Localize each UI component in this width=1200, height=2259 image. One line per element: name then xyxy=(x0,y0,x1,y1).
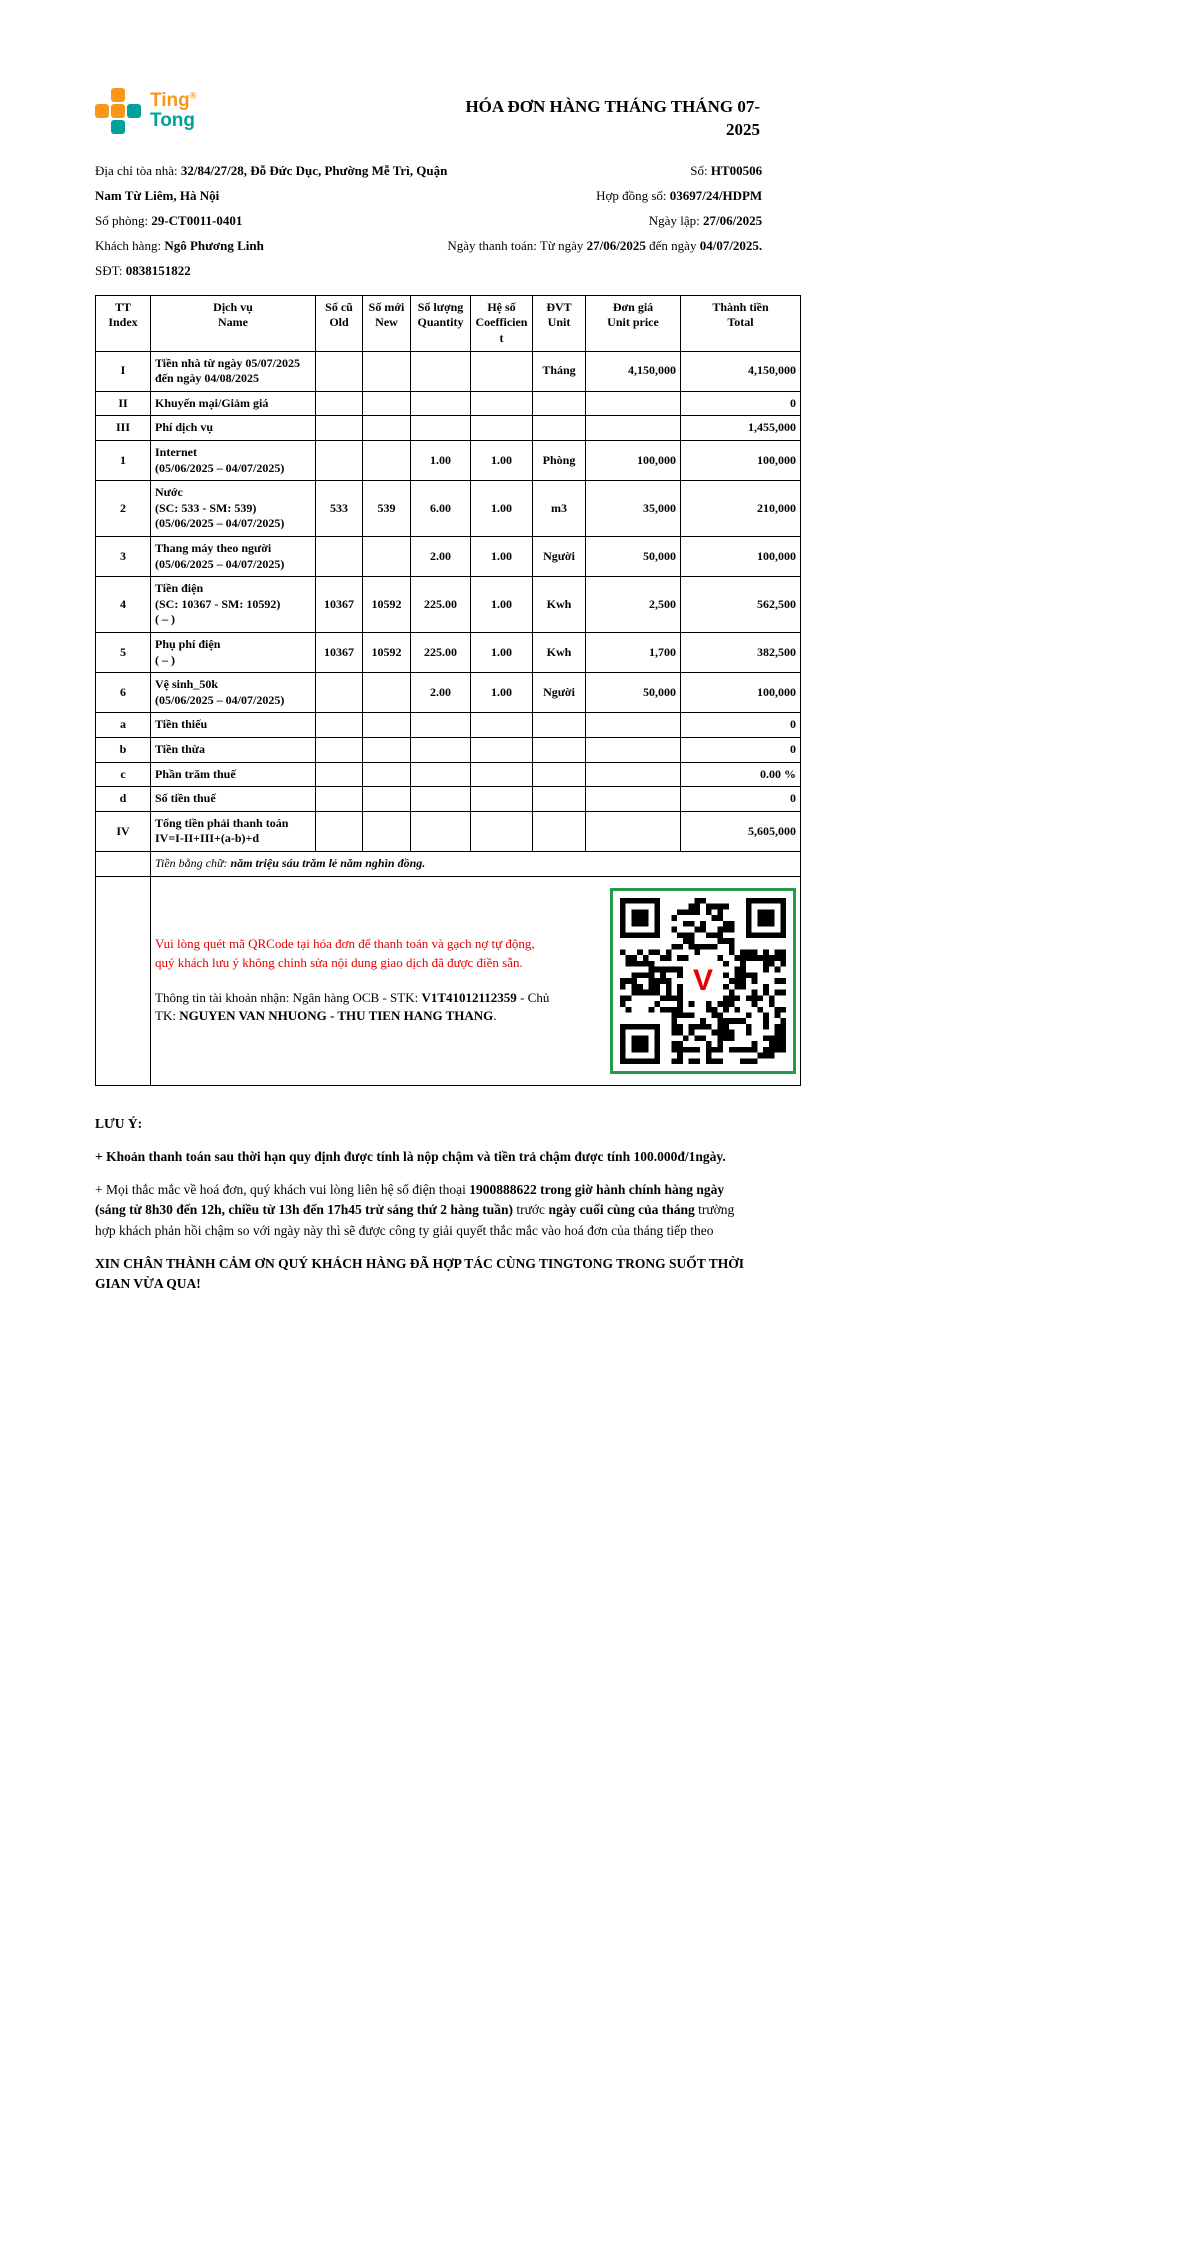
cell-total: 5,605,000 xyxy=(681,811,801,851)
cell-coefficient: 1.00 xyxy=(471,673,533,713)
cell-old xyxy=(316,441,363,481)
service-name-line: (05/06/2025 – 04/07/2025) xyxy=(155,692,285,707)
cell-index: 3 xyxy=(96,537,151,577)
cell-coefficient xyxy=(471,737,533,762)
tingtong-logo-icon xyxy=(95,88,141,134)
invoice-info-left xyxy=(95,158,447,283)
payment-period-mid: đến ngày xyxy=(645,237,700,253)
cell-unit-price: 100,000 xyxy=(586,441,681,481)
cell-unit xyxy=(533,762,586,787)
col-header-total xyxy=(681,295,801,351)
invoice-document xyxy=(95,88,800,1307)
col-header-en: Name xyxy=(218,315,248,330)
cell-new xyxy=(363,391,411,416)
note-thanks: XIN CHÂN THÀNH CẢM ƠN QUÝ KHÁCH HÀNG ĐÃ HỢP TÁC CÙNG TINGTONG TRONG SUỐT THỜI GIAN VỪA QUA! xyxy=(95,1255,744,1291)
col-header-vi: Số mới xyxy=(368,299,405,314)
cell-unit-price xyxy=(586,713,681,738)
cell-index-empty xyxy=(96,876,151,1085)
cell-total: 100,000 xyxy=(681,673,801,713)
table-row xyxy=(96,632,801,672)
col-header-quantity xyxy=(411,295,471,351)
service-name-line: Thang máy theo người xyxy=(155,541,272,555)
table-row xyxy=(96,713,801,738)
customer-label: Khách hàng: xyxy=(95,237,165,253)
registered-mark: ® xyxy=(189,90,197,101)
note-contact-deadline: ngày cuối cùng của tháng xyxy=(548,1202,695,1218)
cell-quantity xyxy=(411,713,471,738)
cell-old xyxy=(316,713,363,738)
cell-quantity: 225.00 xyxy=(411,632,471,672)
service-name-line: (SC: 533 - SM: 539) xyxy=(155,500,257,515)
cell-total: 0 xyxy=(681,787,801,812)
page-title xyxy=(465,96,760,142)
customer-name xyxy=(95,233,447,258)
logo-tile xyxy=(111,120,125,134)
cell-new xyxy=(363,351,411,391)
cell-old xyxy=(316,673,363,713)
col-header-vi: ĐVT xyxy=(546,299,572,314)
cell-new: 10592 xyxy=(363,632,411,672)
cell-unit-price xyxy=(586,787,681,812)
cell-index: 2 xyxy=(96,481,151,537)
cell-name xyxy=(151,416,316,441)
service-name-line: IV=I-II+III+(a-b)+d xyxy=(155,831,260,846)
cell-coefficient xyxy=(471,351,533,391)
cell-old xyxy=(316,787,363,812)
note-late-payment: + Khoản thanh toán sau thời hạn quy định được tính là nộp chậm và tiền trả chậm được tính 100.000đ/1ngày. xyxy=(95,1148,726,1164)
col-header-index xyxy=(96,295,151,351)
tingtong-logo xyxy=(95,88,196,134)
cell-new xyxy=(363,713,411,738)
payment-from-date: 27/06/2025 xyxy=(586,237,646,253)
table-row xyxy=(96,537,801,577)
col-header-vi: Hệ số xyxy=(487,299,516,314)
col-header-en: New xyxy=(375,315,398,330)
cell-unit: m3 xyxy=(533,481,586,537)
service-name-line: Tiền điện xyxy=(155,581,204,596)
col-header-en: Unit price xyxy=(607,315,659,330)
bank-account-holder: NGUYEN VAN NHUONG - THU TIEN HANG THANG xyxy=(179,1008,494,1024)
note-contact-seg: trường hợp khách phản hồi chậm so với ngày này thì sẽ được công ty giải quyết thắc mắc vào hoá đơn của tháng tiếp theo xyxy=(95,1202,735,1238)
col-header-new xyxy=(363,295,411,351)
cell-unit: Phòng xyxy=(533,441,586,481)
cell-total: 382,500 xyxy=(681,632,801,672)
service-name-line: Khuyến mại/Giảm giá xyxy=(155,395,269,410)
notes-section xyxy=(95,1114,750,1295)
cell-new xyxy=(363,673,411,713)
cell-unit-price xyxy=(586,391,681,416)
cell-new: 539 xyxy=(363,481,411,537)
bank-account-number: V1T41012112359 xyxy=(421,989,517,1005)
cell-index: a xyxy=(96,713,151,738)
service-name-line: Phí dịch vụ xyxy=(155,420,214,435)
bank-account-mid: - Chủ TK: xyxy=(155,989,550,1024)
charges-table-head xyxy=(96,295,801,351)
header-row xyxy=(96,295,801,351)
cell-index: IV xyxy=(96,811,151,851)
cell-coefficient xyxy=(471,713,533,738)
cell-total: 0.00 % xyxy=(681,762,801,787)
room-number-value: 29-CT0011-0401 xyxy=(151,212,243,228)
table-row xyxy=(96,391,801,416)
cell-total: 0 xyxy=(681,713,801,738)
cell-coefficient: 1.00 xyxy=(471,577,533,633)
col-header-vi: Dịch vụ xyxy=(213,299,253,314)
cell-quantity xyxy=(411,811,471,851)
issue-date-value: 27/06/2025 xyxy=(702,212,763,228)
cell-total: 1,455,000 xyxy=(681,416,801,441)
cell-quantity xyxy=(411,416,471,441)
service-name-line: Tiền thừa xyxy=(155,741,205,756)
cell-name xyxy=(151,441,316,481)
customer-phone xyxy=(95,258,447,283)
col-header-en: Unit xyxy=(547,315,571,330)
cell-total: 0 xyxy=(681,391,801,416)
cell-coefficient xyxy=(471,811,533,851)
charges-table-body xyxy=(96,351,801,1085)
amount-in-words xyxy=(151,851,801,876)
contract-number-label: Hợp đồng số: xyxy=(596,187,670,203)
cell-total: 100,000 xyxy=(681,537,801,577)
col-header-vi: Đơn giá xyxy=(612,299,654,314)
cell-new xyxy=(363,416,411,441)
cell-name xyxy=(151,787,316,812)
invoice-info-right xyxy=(447,158,762,283)
cell-old xyxy=(316,537,363,577)
cell-unit xyxy=(533,416,586,441)
cell-total: 562,500 xyxy=(681,577,801,633)
page-title-line1: HÓA ĐƠN HÀNG THÁNG THÁNG 07- xyxy=(465,97,760,116)
bank-account-info xyxy=(155,989,555,1027)
bank-account-suffix: . xyxy=(493,1008,497,1024)
cell-new xyxy=(363,737,411,762)
building-address-value: 32/84/27/28, Đỗ Đức Dục, Phường Mễ Trì, Quận xyxy=(180,162,448,178)
cell-index: II xyxy=(96,391,151,416)
col-header-old xyxy=(316,295,363,351)
col-header-en: Quantity xyxy=(417,315,464,330)
qr-center-logo xyxy=(683,961,723,1001)
cell-old xyxy=(316,762,363,787)
cell-total: 4,150,000 xyxy=(681,351,801,391)
cell-old xyxy=(316,391,363,416)
page-title-line2: 2025 xyxy=(726,119,760,139)
cell-unit: Người xyxy=(533,673,586,713)
cell-new xyxy=(363,787,411,812)
cell-old xyxy=(316,811,363,851)
cell-index: III xyxy=(96,416,151,441)
cell-name xyxy=(151,762,316,787)
payment-to-date: 04/07/2025. xyxy=(699,237,763,253)
cell-unit xyxy=(533,713,586,738)
brand-name-tong: Tong xyxy=(150,110,196,131)
cell-unit-price xyxy=(586,762,681,787)
room-number-label: Số phòng: xyxy=(95,212,152,228)
cell-unit-price: 2,500 xyxy=(586,577,681,633)
cell-new xyxy=(363,441,411,481)
service-name-line: ( – ) xyxy=(155,612,175,627)
brand-ting-text: Ting xyxy=(150,90,190,112)
cell-unit: Tháng xyxy=(533,351,586,391)
cell-quantity: 1.00 xyxy=(411,441,471,481)
table-row xyxy=(96,577,801,633)
cell-index: 6 xyxy=(96,673,151,713)
cell-total: 0 xyxy=(681,737,801,762)
customer-value: Ngô Phương Linh xyxy=(164,237,264,253)
cell-total: 210,000 xyxy=(681,481,801,537)
cell-index: 5 xyxy=(96,632,151,672)
notes-heading: LƯU Ý: xyxy=(95,1115,143,1131)
issue-date xyxy=(447,208,762,233)
cell-unit-price: 35,000 xyxy=(586,481,681,537)
cell-name xyxy=(151,673,316,713)
col-header-coefficient xyxy=(471,295,533,351)
issue-date-label: Ngày lập: xyxy=(648,212,703,228)
invoice-info xyxy=(95,158,800,283)
service-name-line: Internet xyxy=(155,445,197,460)
cell-name xyxy=(151,811,316,851)
note-contact-hotline: 1900888622 trong giờ hành chính hàng ngày (sáng từ 8h30 đến 12h, chiều từ 13h đến 17h45 trừ sáng thứ 2 hàng tuần) xyxy=(95,1182,725,1218)
cell-index-empty xyxy=(96,851,151,876)
table-row xyxy=(96,481,801,537)
service-name-line: Tiền nhà từ ngày 05/07/2025 xyxy=(155,355,301,370)
cell-name xyxy=(151,391,316,416)
payment-period xyxy=(447,233,762,258)
qr-code xyxy=(610,888,796,1074)
cell-total: 100,000 xyxy=(681,441,801,481)
building-address-line2: Nam Từ Liêm, Hà Nội xyxy=(95,187,220,203)
col-header-vi: TT xyxy=(114,299,131,314)
cell-quantity xyxy=(411,762,471,787)
table-row xyxy=(96,441,801,481)
cell-name xyxy=(151,577,316,633)
table-row xyxy=(96,416,801,441)
cell-unit xyxy=(533,787,586,812)
service-name-line: đến ngày 04/08/2025 xyxy=(155,371,260,386)
logo-tile xyxy=(127,104,141,118)
cell-new xyxy=(363,762,411,787)
bank-account-prefix: Thông tin tài khoản nhận: Ngân hàng OCB - STK: xyxy=(155,989,422,1005)
cell-coefficient: 1.00 xyxy=(471,481,533,537)
cell-unit-price xyxy=(586,811,681,851)
service-name-line: (05/06/2025 – 04/07/2025) xyxy=(155,556,285,571)
cell-quantity xyxy=(411,787,471,812)
cell-old: 533 xyxy=(316,481,363,537)
cell-new xyxy=(363,811,411,851)
cell-index: I xyxy=(96,351,151,391)
cell-old xyxy=(316,737,363,762)
col-header-name xyxy=(151,295,316,351)
cell-name xyxy=(151,737,316,762)
cell-old: 10367 xyxy=(316,577,363,633)
qr-payment-block xyxy=(151,876,801,1085)
cell-index: b xyxy=(96,737,151,762)
cell-quantity xyxy=(411,391,471,416)
cell-old xyxy=(316,351,363,391)
cell-name xyxy=(151,537,316,577)
note-contact xyxy=(95,1180,750,1241)
cell-index: c xyxy=(96,762,151,787)
cell-unit: Người xyxy=(533,537,586,577)
building-address-line1 xyxy=(95,158,447,183)
table-row xyxy=(96,787,801,812)
service-name-line: Tiền thiếu xyxy=(155,717,208,732)
cell-quantity: 2.00 xyxy=(411,673,471,713)
phone-label: SĐT: xyxy=(95,262,126,278)
cell-coefficient xyxy=(471,762,533,787)
invoice-number xyxy=(447,158,762,183)
cell-quantity: 6.00 xyxy=(411,481,471,537)
cell-unit xyxy=(533,737,586,762)
cell-index: 1 xyxy=(96,441,151,481)
col-header-vi: Thành tiền xyxy=(712,299,769,314)
phone-value: 0838151822 xyxy=(125,262,191,278)
service-name-line: Tổng tiền phải thanh toán xyxy=(155,815,289,830)
contract-number-value: 03697/24/HDPM xyxy=(669,187,763,203)
service-name-line: Phụ phí điện xyxy=(155,636,221,651)
table-row xyxy=(96,762,801,787)
cell-name xyxy=(151,632,316,672)
cell-name xyxy=(151,351,316,391)
cell-index: 4 xyxy=(96,577,151,633)
qr-payment-row xyxy=(96,876,801,1085)
col-header-unit-price xyxy=(586,295,681,351)
cell-unit-price xyxy=(586,737,681,762)
cell-coefficient: 1.00 xyxy=(471,537,533,577)
cell-unit: Kwh xyxy=(533,577,586,633)
service-name-line: (05/06/2025 – 04/07/2025) xyxy=(155,516,285,531)
col-header-en: Old xyxy=(329,315,349,330)
room-number xyxy=(95,208,447,233)
service-name-line: Phần trăm thuế xyxy=(155,766,236,781)
cell-coefficient xyxy=(471,391,533,416)
charges-table xyxy=(95,295,801,1086)
table-row xyxy=(96,673,801,713)
col-header-en: Coefficient xyxy=(475,315,528,346)
building-address-label: Địa chỉ tòa nhà: xyxy=(95,162,181,178)
cell-unit-price: 50,000 xyxy=(586,673,681,713)
table-row xyxy=(96,351,801,391)
service-name-line: Số tiền thuế xyxy=(155,791,216,806)
payment-period-label: Ngày thanh toán: Từ ngày xyxy=(447,237,587,253)
cell-unit-price: 50,000 xyxy=(586,537,681,577)
service-name-line: ( – ) xyxy=(155,652,175,667)
cell-unit-price: 4,150,000 xyxy=(586,351,681,391)
brand-name xyxy=(150,91,196,131)
cell-name xyxy=(151,713,316,738)
cell-unit-price: 1,700 xyxy=(586,632,681,672)
cell-name xyxy=(151,481,316,537)
cell-quantity xyxy=(411,351,471,391)
cell-coefficient xyxy=(471,416,533,441)
cell-coefficient: 1.00 xyxy=(471,441,533,481)
cell-coefficient: 1.00 xyxy=(471,632,533,672)
col-header-en: Total xyxy=(727,315,754,330)
brand-name-ting xyxy=(150,91,196,111)
cell-unit: Kwh xyxy=(533,632,586,672)
logo-tile xyxy=(111,88,125,102)
amount-in-words-label: Tiền bằng chữ: xyxy=(155,855,231,870)
cell-quantity: 225.00 xyxy=(411,577,471,633)
table-row xyxy=(96,811,801,851)
invoice-number-value: HT00506 xyxy=(710,162,763,178)
cell-index: d xyxy=(96,787,151,812)
cell-old xyxy=(316,416,363,441)
logo-tile xyxy=(111,104,125,118)
cell-new xyxy=(363,537,411,577)
invoice-number-label: Số: xyxy=(690,162,711,178)
cell-coefficient xyxy=(471,787,533,812)
col-header-unit xyxy=(533,295,586,351)
note-contact-seg: + Mọi thắc mắc về hoá đơn, quý khách vui lòng liên hệ số điện thoại xyxy=(95,1182,470,1197)
qr-scan-notice: Vui lòng quét mã QRCode tại hóa đơn để thanh toán và gạch nợ tự động, quý khách lưu ý không chỉnh sửa nội dung giao dịch đã được điền sẵn. xyxy=(155,935,535,970)
logo-tile xyxy=(95,104,109,118)
service-name-line: (05/06/2025 – 04/07/2025) xyxy=(155,460,285,475)
table-row xyxy=(96,737,801,762)
cell-unit xyxy=(533,811,586,851)
col-header-vi: Số cũ xyxy=(325,299,353,314)
amount-in-words-row xyxy=(96,851,801,876)
col-header-vi: Số lượng xyxy=(417,299,464,314)
cell-quantity: 2.00 xyxy=(411,537,471,577)
cell-new: 10592 xyxy=(363,577,411,633)
cell-old: 10367 xyxy=(316,632,363,672)
vietqr-v-icon: V xyxy=(692,963,713,997)
invoice-header xyxy=(95,88,800,142)
cell-unit xyxy=(533,391,586,416)
cell-unit-price xyxy=(586,416,681,441)
cell-quantity xyxy=(411,737,471,762)
service-name-line: Vệ sinh_50k xyxy=(155,677,219,692)
qr-payment-text xyxy=(155,935,555,1026)
service-name-line: (SC: 10367 - SM: 10592) xyxy=(155,596,281,611)
col-header-en: Index xyxy=(108,315,138,330)
amount-in-words-value: năm triệu sáu trăm lẻ năm nghìn đồng. xyxy=(230,855,426,870)
service-name-line: Nước xyxy=(155,485,183,500)
contract-number xyxy=(447,183,762,208)
note-contact-seg: trước xyxy=(512,1202,549,1218)
